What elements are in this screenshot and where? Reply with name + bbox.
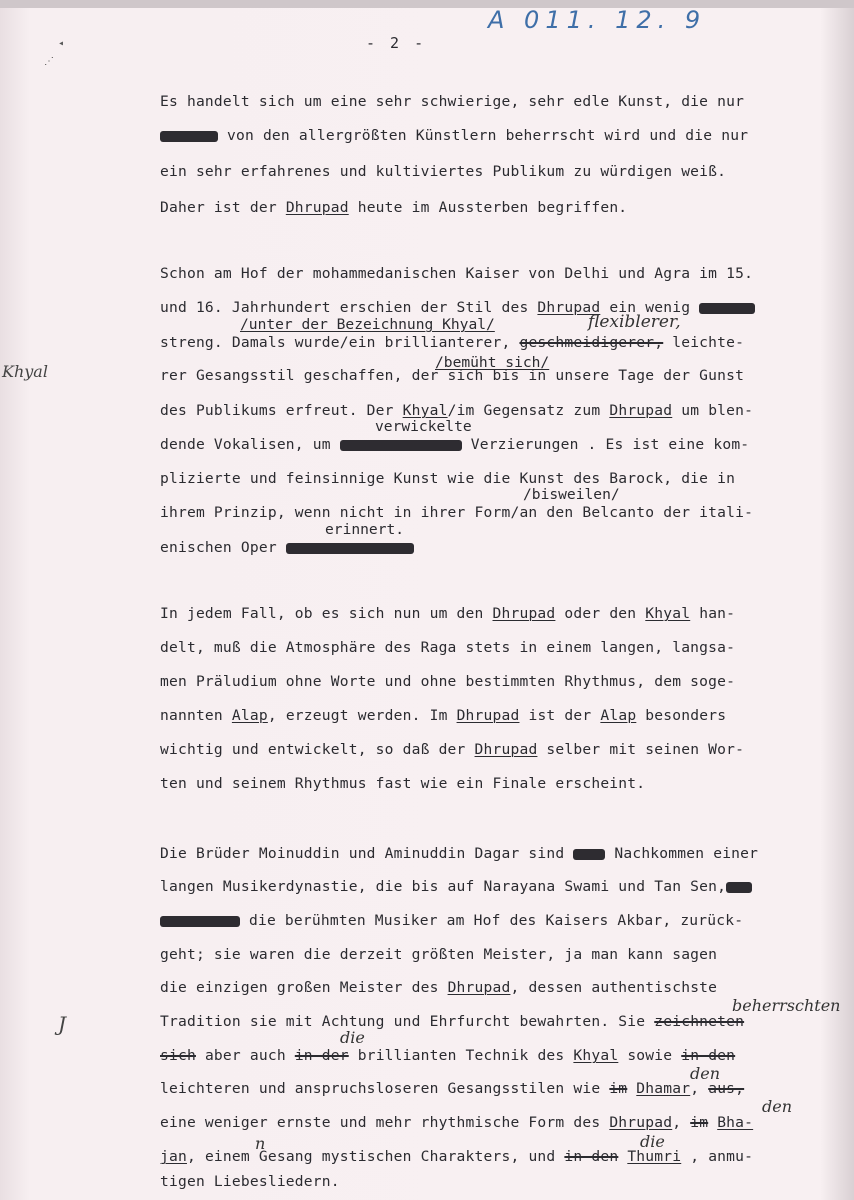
text-line: des Publikums erfreut. Der Khyal/im Gegensatz zum Dhrupad um blen- bbox=[160, 402, 754, 419]
struck-word: in den bbox=[564, 1148, 619, 1165]
struck-word: im bbox=[609, 1080, 628, 1097]
text-line: eine weniger ernste und mehr rhythmische Form des Dhrupad, im Bha- bbox=[160, 1114, 754, 1131]
term-alap: Alap bbox=[231, 707, 268, 724]
text-line: Es handelt sich um eine sehr schwierige, sehr edle Kunst, die nur bbox=[160, 93, 745, 110]
typed-insertion: /unter der Bezeichnung Khyal/ bbox=[240, 316, 495, 333]
term-dhrupad: Dhrupad bbox=[456, 707, 520, 724]
struck-word: zeichneten bbox=[654, 1013, 745, 1030]
redaction-bar bbox=[340, 440, 462, 451]
text-line: von den allergrößten Künstlern beherrscht wird und die nur bbox=[160, 127, 748, 144]
term-alap: Alap bbox=[600, 707, 637, 724]
term-bhajan: jan bbox=[160, 1148, 187, 1165]
text-line: men Präludium ohne Worte und ohne bestimmten Rhythmus, dem soge- bbox=[160, 673, 736, 690]
redaction-bar bbox=[286, 543, 414, 554]
struck-word: aus, bbox=[708, 1080, 745, 1097]
text-line: sich aber auch in der brillianten Technik des Khyal sowie in den bbox=[160, 1047, 736, 1064]
margin-note-khyal: Khyal bbox=[2, 362, 48, 381]
text-line: rer Gesangsstil geschaffen, der sich bis in unsere Tage der Gunst bbox=[160, 367, 745, 384]
text-line: die berühmten Musiker am Hof des Kaisers Akbar, zurück- bbox=[160, 912, 743, 929]
redaction-bar bbox=[726, 882, 752, 893]
text-line: jan, einem Gesang mystischen Charakters, und in den Thumri , anmu- bbox=[160, 1148, 754, 1165]
text-line: enischen Oper bbox=[160, 539, 414, 556]
handwritten-insertion: die bbox=[340, 1028, 365, 1047]
text-line: leichteren und anspruchsloseren Gesangsstilen wie im Dhamar, aus, bbox=[160, 1080, 745, 1097]
scan-speck: ◂ bbox=[58, 38, 65, 49]
text-line: In jedem Fall, ob es sich nun um den Dhrupad oder den Khyal han- bbox=[160, 605, 736, 622]
text-line: Die Brüder Moinuddin und Aminuddin Dagar sind Nachkommen einer bbox=[160, 845, 759, 862]
typed-insertion: /bisweilen/ bbox=[523, 486, 620, 503]
text-line: plizierte und feinsinnige Kunst wie die Kunst des Barock, die in bbox=[160, 470, 736, 487]
redaction-bar bbox=[573, 849, 605, 860]
term-dhrupad: Dhrupad bbox=[492, 605, 556, 622]
term-dhrupad: Dhrupad bbox=[474, 741, 538, 758]
term-dhrupad: Dhrupad bbox=[537, 299, 601, 316]
text-line: die einzigen großen Meister des Dhrupad, dessen authentischste bbox=[160, 979, 718, 996]
struck-word: geschmeidigerer, bbox=[519, 334, 664, 351]
struck-word: in der bbox=[294, 1047, 349, 1064]
handwritten-insertion: den bbox=[690, 1064, 721, 1083]
text-line: langen Musikerdynastie, die bis auf Narayana Swami und Tan Sen, bbox=[160, 878, 752, 895]
redaction-bar bbox=[160, 131, 218, 142]
struck-word: im bbox=[690, 1114, 709, 1131]
handwritten-insertion: n bbox=[255, 1134, 266, 1153]
typed-insertion: erinnert. bbox=[325, 521, 405, 538]
redaction-bar bbox=[160, 916, 240, 927]
term-thumri: Thumri bbox=[627, 1148, 682, 1165]
typed-insertion: /bemüht sich/ bbox=[435, 354, 550, 371]
handwritten-reference-number: A 011. 12. 9 bbox=[488, 6, 707, 34]
text-line: wichtig und entwickelt, so daß der Dhrupad selber mit seinen Wor- bbox=[160, 741, 745, 758]
handwritten-insertion: flexiblerer, bbox=[588, 312, 681, 332]
term-dhrupad: Dhrupad bbox=[447, 979, 511, 996]
term-dhrupad: Dhrupad bbox=[285, 199, 349, 216]
handwritten-insertion: die bbox=[640, 1132, 665, 1151]
handwritten-insertion: den bbox=[762, 1097, 793, 1116]
text-line: geht; sie waren die derzeit größten Meister, ja man kann sagen bbox=[160, 946, 718, 963]
redaction-bar bbox=[699, 303, 755, 314]
typed-insertion: verwickelte bbox=[375, 418, 472, 435]
text-line: und 16. Jahrhundert erschien der Stil des Dhrupad ein wenig bbox=[160, 299, 755, 316]
term-bhajan: Bha- bbox=[717, 1114, 754, 1131]
struck-word: in den bbox=[681, 1047, 736, 1064]
struck-word: sich bbox=[160, 1047, 196, 1064]
term-dhamar: Dhamar bbox=[636, 1080, 691, 1097]
text-line: ihrem Prinzip, wenn nicht in ihrer Form/an den Belcanto der itali- bbox=[160, 504, 754, 521]
text-line: nannten Alap, erzeugt werden. Im Dhrupad ist der Alap besonders bbox=[160, 707, 727, 724]
page-number: - 2 - bbox=[366, 34, 427, 52]
text-line: ein sehr erfahrenes und kultiviertes Publikum zu würdigen weiß. bbox=[160, 163, 727, 180]
term-khyal: Khyal bbox=[645, 605, 691, 622]
text-line: Tradition sie mit Achtung und Ehrfurcht bewahrten. Sie zeichneten bbox=[160, 1013, 745, 1030]
text-line: delt, muß die Atmosphäre des Raga stets in einem langen, langsa- bbox=[160, 639, 736, 656]
text-line: Daher ist der Dhrupad heute im Aussterben begriffen. bbox=[160, 199, 628, 216]
text-line: streng. Damals wurde/ein brillianterer, geschmeidigerer, leichte- bbox=[160, 334, 745, 351]
scan-top-edge bbox=[0, 0, 854, 8]
term-dhrupad: Dhrupad bbox=[609, 402, 673, 419]
term-khyal: Khyal bbox=[573, 1047, 619, 1064]
margin-note-mark: J bbox=[58, 1012, 67, 1036]
scan-speck: ⋰ bbox=[44, 56, 54, 67]
handwritten-insertion: beherrschten bbox=[732, 996, 841, 1015]
term-khyal: Khyal bbox=[402, 402, 448, 419]
text-line: ten und seinem Rhythmus fast wie ein Finale erscheint. bbox=[160, 775, 646, 792]
text-line: Schon am Hof der mohammedanischen Kaiser von Delhi und Agra im 15. bbox=[160, 265, 754, 282]
term-dhrupad: Dhrupad bbox=[609, 1114, 673, 1131]
text-line: tigen Liebesliedern. bbox=[160, 1173, 340, 1190]
text-line: dende Vokalisen, um Verzierungen . Es ist eine kom- bbox=[160, 436, 750, 453]
